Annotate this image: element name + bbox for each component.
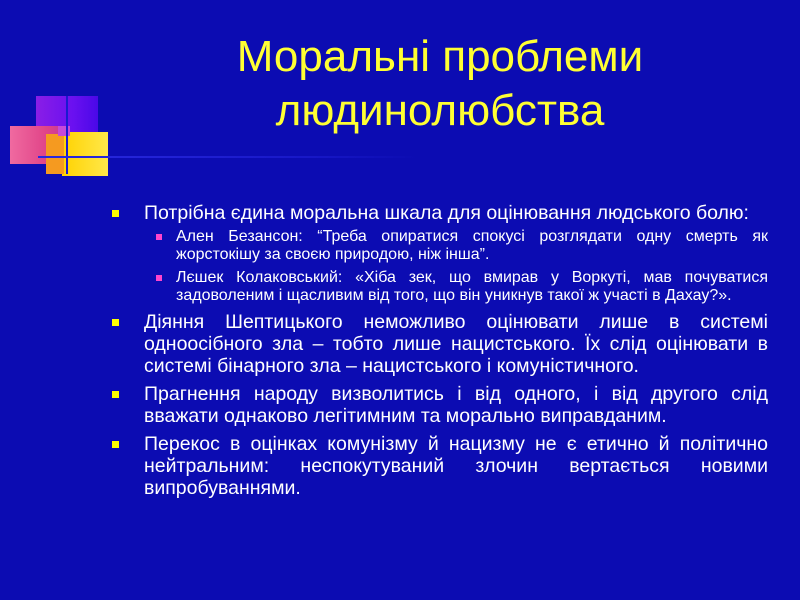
square-bullet-icon — [112, 391, 119, 398]
bullet-item — [108, 311, 768, 377]
logo-square-yellow — [62, 132, 108, 176]
bullet-text: Потрібна єдина моральна шкала для оцінювання людського болю: — [144, 202, 749, 224]
sub-bullet-text: Ален Безансон: “Треба опиратися спокусі розглядати одну смерть як жорстокішу за своєю природою, ніж інша”. — [176, 228, 768, 263]
bullet-item — [108, 202, 768, 305]
bullet-text: Прагнення народу визволитись і від одного, і від другого слід вважати однаково легітимним та морально виправданим. — [144, 383, 768, 427]
title-line-1: Моральні проблеми — [236, 32, 644, 81]
bullet-item — [108, 383, 768, 427]
square-bullet-icon — [112, 441, 119, 448]
bullet-list — [108, 202, 768, 505]
sub-bullet-text: Лєшек Колаковський: «Хіба зек, що вмирав у Воркуті, мав почуватися задоволеним і щасливим від того, що він уникнув такої ж участі в Дахау?». — [176, 269, 768, 304]
logo-square-orange — [46, 134, 64, 174]
logo-vertical-line — [66, 96, 68, 174]
square-bullet-icon — [112, 210, 119, 217]
sub-bullet-item — [144, 269, 768, 305]
logo-square-magenta — [58, 126, 70, 136]
square-bullet-icon — [112, 319, 119, 326]
title-underline — [38, 156, 418, 158]
square-sub-bullet-icon — [156, 275, 162, 281]
slide-title — [140, 30, 740, 138]
bullet-item — [108, 433, 768, 499]
square-sub-bullet-icon — [156, 234, 162, 240]
sub-bullet-item — [144, 228, 768, 264]
sub-bullet-list — [144, 228, 768, 305]
bullet-text: Діяння Шептицького неможливо оцінювати лише в системі одноосібного зла – тобто лише нацистського. Їх слід оцінювати в системі бінарного зла – нацистського і комуністичного. — [144, 311, 768, 377]
title-line-2: людинолюбства — [275, 86, 605, 135]
bullet-text: Перекос в оцінках комунізму й нацизму не є етично й політично нейтральним: неспокутуваний злочин вертається новими випробуваннями. — [144, 433, 768, 499]
